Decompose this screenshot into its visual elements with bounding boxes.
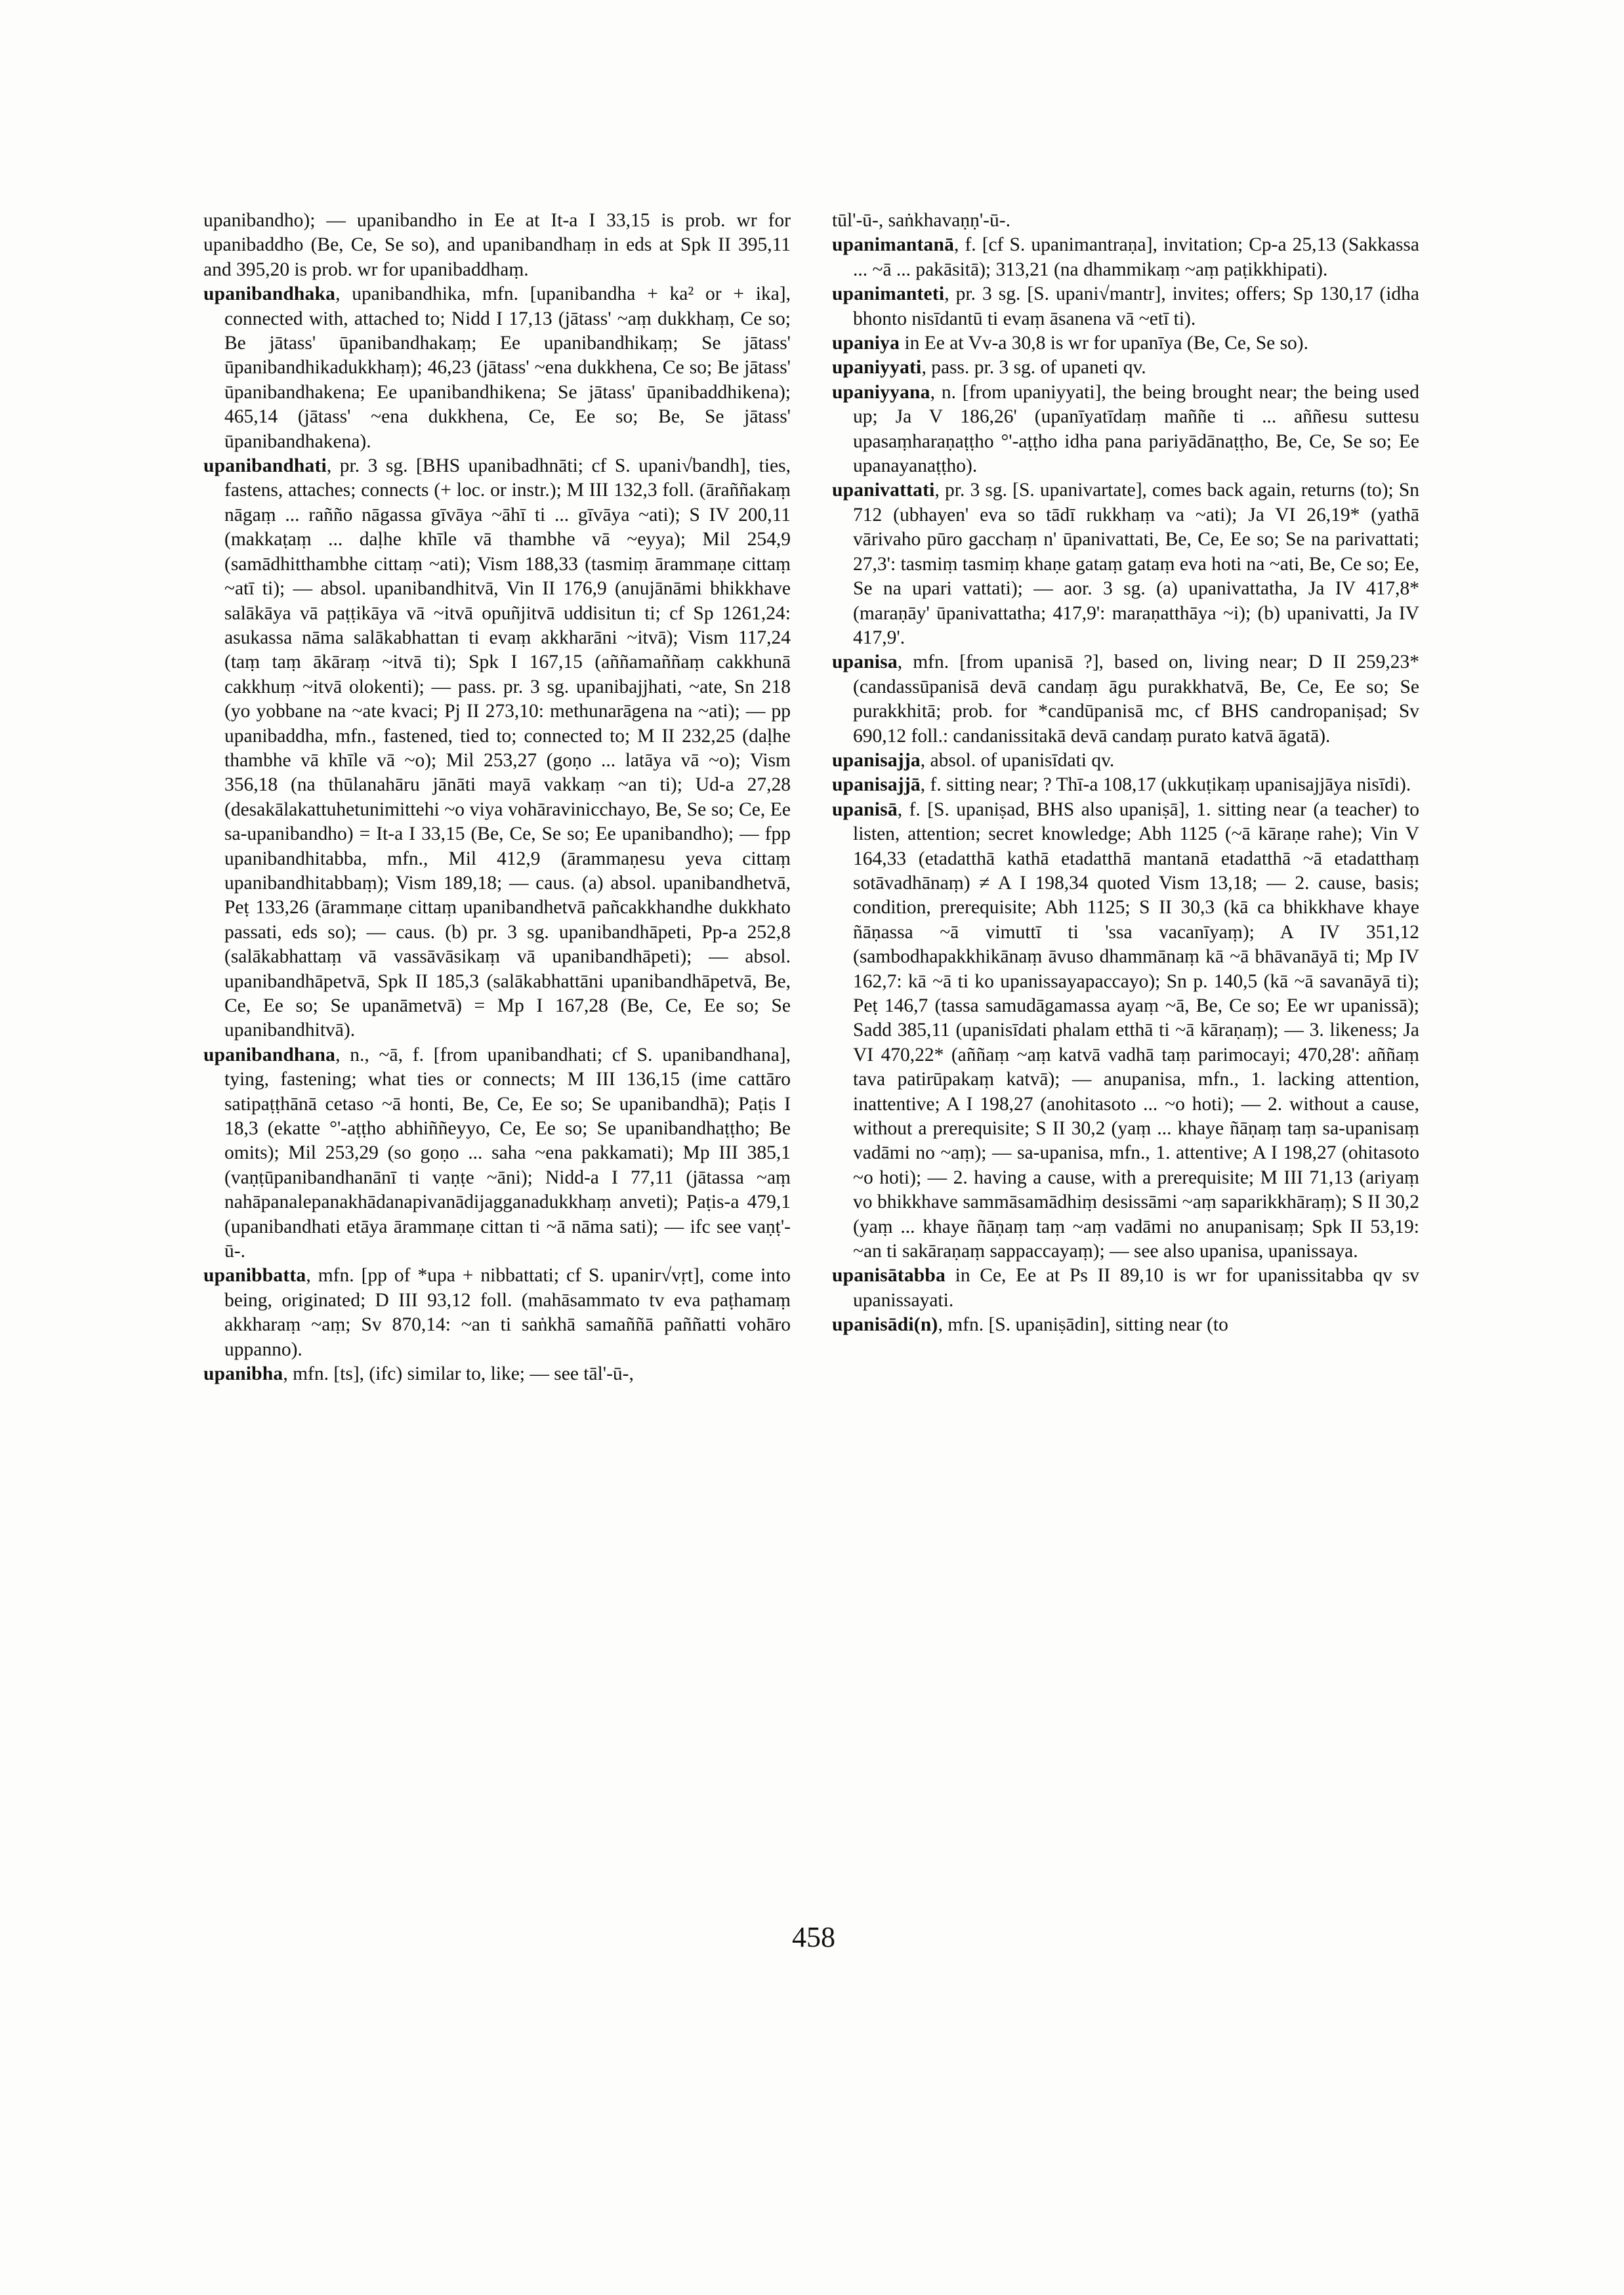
- dictionary-entry: [832, 1264, 1419, 1313]
- entry-body: , pr. 3 sg. [BHS upanibadhnāti; cf S. upani√bandh], ties, fastens, attaches; connects (+ loc. or instr.); M III 132,3 foll. (āraññakaṃ nāgaṃ ... rañño nāgassa gīvāya ~āhī ti ... gīvāya ~ati); S IV 200,11 (makkaṭaṃ ... daḷhe khīle vā thambhe vā ~eyya); Mil 254,9 (samādhitthambhe cittaṃ ~ati); Vism 188,33 (tasmiṃ ārammaṇe cittaṃ ~atī ti); — absol. upanibandhitvā, Vin II 176,9 (anujānāmi bhikkhave salākāya vā paṭṭikāya vā ~itvā opuñjitvā uddisitun ti; cf Sp 1261,24: asukassa nāma salākabhattan ti evaṃ akkharāni ~itvā); Vism 117,24 (taṃ taṃ ākāraṃ ~itvā ti); Spk I 167,15 (aññamaññaṃ cakkhunā cakkhuṃ ~itvā olokenti); — pass. pr. 3 sg. upanibajjhati, ~ate, Sn 218 (yo yobbane na ~ate kvaci; Pj II 273,10: methunarāgena na ~ati); — pp upanibaddha, mfn., fastened, tied to; connected to; M II 232,25 (daḷhe thambhe vā khīle vā ~o); Mil 253,27 (goṇo ... latāya vā ~o); Vism 356,18 (na thūlanahāru jānāti mayā vakkaṃ ~an ti); Ud-a 27,28 (desakālakattuhetunimittehi ~o viya vohāravinicchayo, Be, Se so; Ce, Ee sa-upanibandho) = It-a I 33,15 (Be, Ce, Se so; Ee upanibandho); — fpp upanibandhitabba, mfn., Mil 412,9 (ārammaṇesu yeva cittaṃ upanibandhitabbaṃ); Vism 189,18; — caus. (a) absol. upanibandhetvā, Peṭ 133,26 (ārammaṇe cittaṃ upanibandhetvā pañcakkhandhe dukkhato passati, eds so); — caus. (b) pr. 3 sg. upanibandhāpeti, Pp-a 252,8 (salākabhattaṃ vā vassāvāsikaṃ vā upanibandhāpeti); — absol. upanibandhāpetvā, Spk II 185,3 (salākabhattāni upanibandhāpetvā, Be, Ce, Ee so; Se upanāmetvā) = Mp I 167,28 (Be, Ce, Ee so; Se upanibandhitvā).: [224, 455, 791, 1041]
- dictionary-entry: [832, 356, 1419, 380]
- entry-body: , f. [S. upaniṣad, BHS also upaniṣā], 1. sitting near (a teacher) to listen, attention; secret knowledge; Abh 1125 (~ā kāraṇe rahe); Vin V 164,33 (etadatthā kathā etadatthā mantanā etadatthā ~ā etadatthaṃ sotāvadhānaṃ) ≠ A I 198,34 quoted Vism 13,18; — 2. cause, basis; condition, prerequisite; Abh 1125; S II 30,3 (kā ca bhikkhave khaye ñāṇassa ~ā vimuttī ti 'ssa vacanīyaṃ); A IV 351,12 (sambodhapakkhikānaṃ āvuso dhammānaṃ kā ~ā bhāvanāyā ti; Mp IV 162,7: kā ~ā ti ko upanissayapaccayo); Sn p. 140,5 (kā ~ā savanāyā ti); Peṭ 146,7 (tassa samudāgamassa ayaṃ ~ā, Be, Ce so; Ee wr upanissā); Sadd 385,11 (upanisīdati phalam etthā ti ~ā kāraṇaṃ); — 3. likeness; Ja VI 470,22* (aññaṃ ~aṃ katvā vadhā taṃ parimocayi; 470,28': aññaṃ tava patirūpakaṃ katvā); — anupanisa, mfn., 1. lacking attention, inattentive; A I 198,27 (anohitasoto ... ~o hoti); — 2. without a cause, without a prerequisite; S II 30,2 (yaṃ ... khaye ñāṇaṃ taṃ sa-upanisaṃ vadāmi no ~aṃ); — sa-upanisa, mfn., 1. attentive; A I 198,27 (ohitasoto ~o hoti); — 2. having a cause, with a prerequisite; M III 71,13 (ariyaṃ vo bhikkhave sammāsamādhiṃ desissāmi ~aṃ saparikkhāraṃ); S II 30,2 (yaṃ ... khaye ñāṇaṃ taṃ ~aṃ vadāmi no anupanisaṃ; Spk II 53,19: ~an ti sakāraṇaṃ sappaccayaṃ); — see also upanisa, upanissaya.: [853, 798, 1419, 1262]
- entry-body: , f. sitting near; ? Thī-a 108,17 (ukkuṭikaṃ upanisajjāya nisīdi).: [920, 774, 1411, 796]
- entry-headword: upanibbatta: [203, 1265, 306, 1287]
- dictionary-entry: [832, 331, 1419, 356]
- entry-body: , mfn. [from upanisā ?], based on, living near; D II 259,23* (candassūpanisā devā candaṃ āgu purakkhatvā, Be, Ce, Ee so; Se purakkhitā; prob. for *candūpanisā mc, cf BHS candropaniṣad; Sv 690,12 foll.: candanissitakā devā candaṃ purato katvā āgatā).: [853, 651, 1419, 747]
- left-column: [203, 209, 791, 1387]
- entry-body: in Ce, Ee at Ps II 89,10 is wr for upanissitabba qv sv upanissayati.: [853, 1265, 1419, 1311]
- entry-body: tūl'-ū-, saṅkhavaṇṇ'-ū-.: [832, 210, 1010, 231]
- dictionary-entry: [832, 233, 1419, 282]
- entry-headword: upaniyyati: [832, 357, 922, 379]
- entry-body: , upanibandhika, mfn. [upanibandha + ka² or + ika], connected with, attached to; Nidd I 17,13 (jātass' ~aṃ dukkhaṃ, Ce so; Be jātass' ūpanibandhakaṃ; Ee upanibandhikaṃ; Se jātass' ūpanibandhikadukkhaṃ); 46,23 (jātass' ~ena dukkhena, Ce so; Be jātass' ūpanibandhakena; Ee upanibandhikena; Se jātass' ūpanibaddhikena); 465,14 (jātass' ~ena dukkhena, Ce, Ee so; Be, Se jātass' ūpanibandhakena).: [224, 283, 791, 452]
- entry-headword: upaniyyana: [832, 381, 930, 403]
- entry-headword: upanibandhati: [203, 455, 327, 477]
- entry-headword: upanimantanā: [832, 234, 955, 256]
- entry-body: , mfn. [ts], (ifc) similar to, like; — see tāl'-ū-,: [283, 1363, 634, 1385]
- dictionary-entry: [203, 282, 791, 454]
- dictionary-entry: [832, 773, 1419, 797]
- dictionary-entry: [203, 454, 791, 1043]
- entry-headword: upanisajja: [832, 749, 921, 771]
- dictionary-entry: [832, 798, 1419, 1264]
- entry-headword: upanisātabba: [832, 1265, 946, 1287]
- entry-body: , mfn. [S. upaniṣādin], sitting near (to: [938, 1314, 1228, 1336]
- entry-headword: upanibandhaka: [203, 283, 336, 305]
- entry-headword: upanisa: [832, 651, 898, 673]
- entry-headword: upanivattati: [832, 480, 935, 501]
- dictionary-entry: [203, 1362, 791, 1386]
- dictionary-entry: [203, 1043, 791, 1264]
- dictionary-entry: [832, 650, 1419, 749]
- dictionary-entry: [832, 282, 1419, 331]
- entry-headword: upanimanteti: [832, 283, 945, 305]
- entry-body: upanibandho); — upanibandho in Ee at It-a I 33,15 is prob. wr for upanibaddho (Be, Ce, Se so), and upanibandhaṃ in eds at Spk II 395,11 and 395,20 is prob. wr for upanibaddhaṃ.: [203, 210, 791, 280]
- dictionary-entry: [832, 478, 1419, 650]
- dictionary-entry: [832, 1313, 1419, 1337]
- entry-body: , pass. pr. 3 sg. of upaneti qv.: [921, 357, 1146, 379]
- entry-body: , n., ~ā, f. [from upanibandhati; cf S. upanibandhana], tying, fastening; what ties or connects; M III 136,15 (ime cattāro satipaṭṭhānā cetaso ~ā honti, Be, Ce, Ee so; Se upanibandhā); Paṭis I 18,3 (ekatte °'-aṭṭho abhiññeyyo, Ce, Ee so; Se upanibandhaṭṭho; Be omits); Mil 253,29 (so goṇo ... saha ~ena pakkamati); Mp III 385,1 (vaṇṭūpanibandhanānī ti vaṇṭe ~āni); Nidd-a I 77,11 (jātassa ~aṃ nahāpanalepanakhādanapivanādijagganadukkhaṃ anveti); Paṭis-a 479,1 (upanibandhati etāya ārammaṇe cittan ti ~ā nāma sati); — ifc see vaṇṭ'-ū-.: [224, 1044, 791, 1262]
- right-column: [832, 209, 1419, 1338]
- dictionary-entry: [832, 381, 1419, 479]
- entry-headword: upanisajjā: [832, 774, 921, 796]
- page-number: 458: [792, 1921, 835, 1953]
- entry-headword: upanisā: [832, 798, 898, 820]
- entry-headword: upanisādi(n): [832, 1314, 938, 1336]
- entry-body: , pr. 3 sg. [S. upanivartate], comes back again, returns (to); Sn 712 (ubhayen' eva so tādī rukkhaṃ va ~ati); Ja VI 26,19* (yathā vārivaho pūro gacchaṃ n' ūpanivattati, Be, Ce, Ee so; Se na parivattati; 27,3': tasmiṃ tasmiṃ khaṇe gataṃ gataṃ eva hoti na ~ati, Be, Ce so; Ee, Se na upari vattati); — aor. 3 sg. (a) upanivattatha, Ja IV 417,8* (maraṇāy' ūpanivattatha; 417,9': maraṇatthāya ~i); (b) upanivatti, Ja IV 417,9'.: [853, 480, 1419, 648]
- entry-headword: upaniya: [832, 333, 900, 354]
- entry-headword: upanibha: [203, 1363, 283, 1385]
- dictionary-entry: [832, 749, 1419, 773]
- entry-continuation: [203, 209, 791, 282]
- entry-body: , pr. 3 sg. [S. upani√mantr], invites; offers; Sp 130,17 (idha bhonto nisīdantū ti evaṃ āsanena vā ~etī ti).: [853, 283, 1419, 329]
- entry-body: , f. [cf S. upanimantraṇa], invitation; Cp-a 25,13 (Sakkassa ... ~ā ... pakāsitā); 313,21 (na dhammikaṃ ~aṃ paṭikkhipati).: [853, 234, 1419, 280]
- dictionary-entry: [203, 1264, 791, 1362]
- entry-body: in Ee at Vv-a 30,8 is wr for upanīya (Be, Ce, Se so).: [900, 333, 1308, 354]
- entry-body: , mfn. [pp of *upa + nibbattati; cf S. upanir√vṛt], come into being, originated; D III 93,12 foll. (mahāsammato tv eva paṭhamaṃ akkharaṃ ~aṃ; Sv 870,14: ~an ti saṅkhā samaññā paññatti vohāro uppanno).: [224, 1265, 791, 1360]
- entry-body: , absol. of upanisīdati qv.: [920, 749, 1115, 771]
- entry-continuation: [832, 209, 1419, 233]
- entry-headword: upanibandhana: [203, 1044, 336, 1065]
- entry-body: , n. [from upaniyyati], the being brought near; the being used up; Ja V 186,26' (upanīyatīdaṃ maññe ti ... aññesu suttesu upasaṃharaṇaṭṭho °'-aṭṭho idha pana pariyādānaṭṭho, Be, Ce, Se so; Ee upanayanaṭṭho).: [853, 381, 1419, 477]
